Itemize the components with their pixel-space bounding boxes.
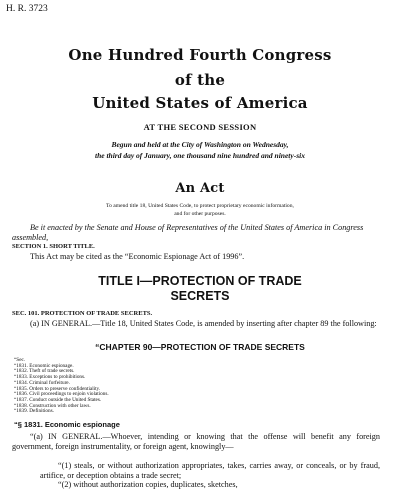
section-101-heading: SEC. 101. PROTECTION OF TRADE SECRETS. [12, 310, 153, 317]
section-101-text [12, 319, 380, 329]
section-101-label-smallcaps: N GENERAL [43, 319, 91, 328]
section-1831-a-subparagraphs [40, 461, 380, 490]
congress-line-1: One Hundred Fourth Congress [68, 46, 332, 64]
section-101-label: (a) I [30, 319, 44, 328]
section-1-heading: SECTION 1. SHORT TITLE. [12, 243, 95, 250]
begun-line-1: Begun and held at the City of Washington on Wednesday, [111, 140, 289, 149]
section-1831-a-label-smallcaps: N GENERAL [50, 432, 101, 441]
title-1-line-1: TITLE I—PROTECTION OF TRADE [98, 274, 302, 288]
purpose-line-2: and for other purposes. [174, 211, 226, 217]
session-heading: AT THE SECOND SESSION [143, 122, 257, 132]
toc-row: “1835. Orders to preserve confidentiality. [14, 385, 101, 392]
congress-line-2: of the [174, 71, 226, 89]
begun-line-2: the third day of January, one thousand nine hundred and ninety-six [95, 151, 305, 160]
chapter-90-heading: “CHAPTER 90—PROTECTION OF TRADE SECRETS [95, 342, 305, 352]
toc-row: “1833. Exceptions to prohibitions. [14, 374, 86, 381]
enacting-clause: Be it enacted by the Senate and House of Representatives of the United States of America in Congress assembled, [12, 223, 364, 242]
table-of-sections [14, 358, 109, 415]
section-1831-a-1: “(1) steals, or without authorization appropriates, takes, carries away, or conceals, or by fraud, artifice, or deception obtains a trade secret; [40, 461, 380, 480]
section-1-text: This Act may be cited as the “Economic Espionage Act of 1996”. [30, 252, 245, 261]
title-1-heading [0, 274, 400, 304]
act-heading: An Act [175, 181, 225, 196]
toc-row: “1832. Theft of trade secrets. [14, 368, 75, 375]
toc-row: “1838. Construction with other laws. [14, 402, 91, 409]
toc-row: “1836. Civil proceedings to enjoin violations. [14, 391, 109, 398]
purpose-line-1: To amend title 18, United States Code, to protect proprietary economic information, [106, 203, 294, 209]
purpose-clause [60, 202, 340, 218]
toc-row: “1839. Definitions. [14, 408, 54, 415]
toc-header: “Sec. [14, 357, 26, 363]
section-101-body: .—Title 18, United States Code, is amended by inserting after chapter 89 the following: [90, 319, 377, 328]
bill-number: H. R. 3723 [6, 4, 48, 14]
begun-clause [40, 139, 360, 161]
section-1831-a-text [12, 432, 380, 451]
section-1831-a-2-partial: “(2) without authorization copies, duplicates, sketches, [58, 480, 238, 490]
title-1-line-2: SECRETS [170, 289, 230, 303]
section-1831-a-body: .—Whoever, intending or knowing that the offense will benefit any foreign government, foreign instrumentality, or foreign agent, knowingly— [12, 432, 380, 451]
toc-row: “1831. Economic espionage. [14, 362, 74, 369]
toc-row: “1837. Conduct outside the United States. [14, 396, 102, 403]
congress-line-3: United States of America [92, 94, 308, 112]
section-1831-heading: “§ 1831. Economic espionage [14, 420, 120, 429]
toc-row: “1834. Criminal forfeiture. [14, 379, 70, 386]
section-1831-a-label: “(a) I [30, 432, 51, 441]
